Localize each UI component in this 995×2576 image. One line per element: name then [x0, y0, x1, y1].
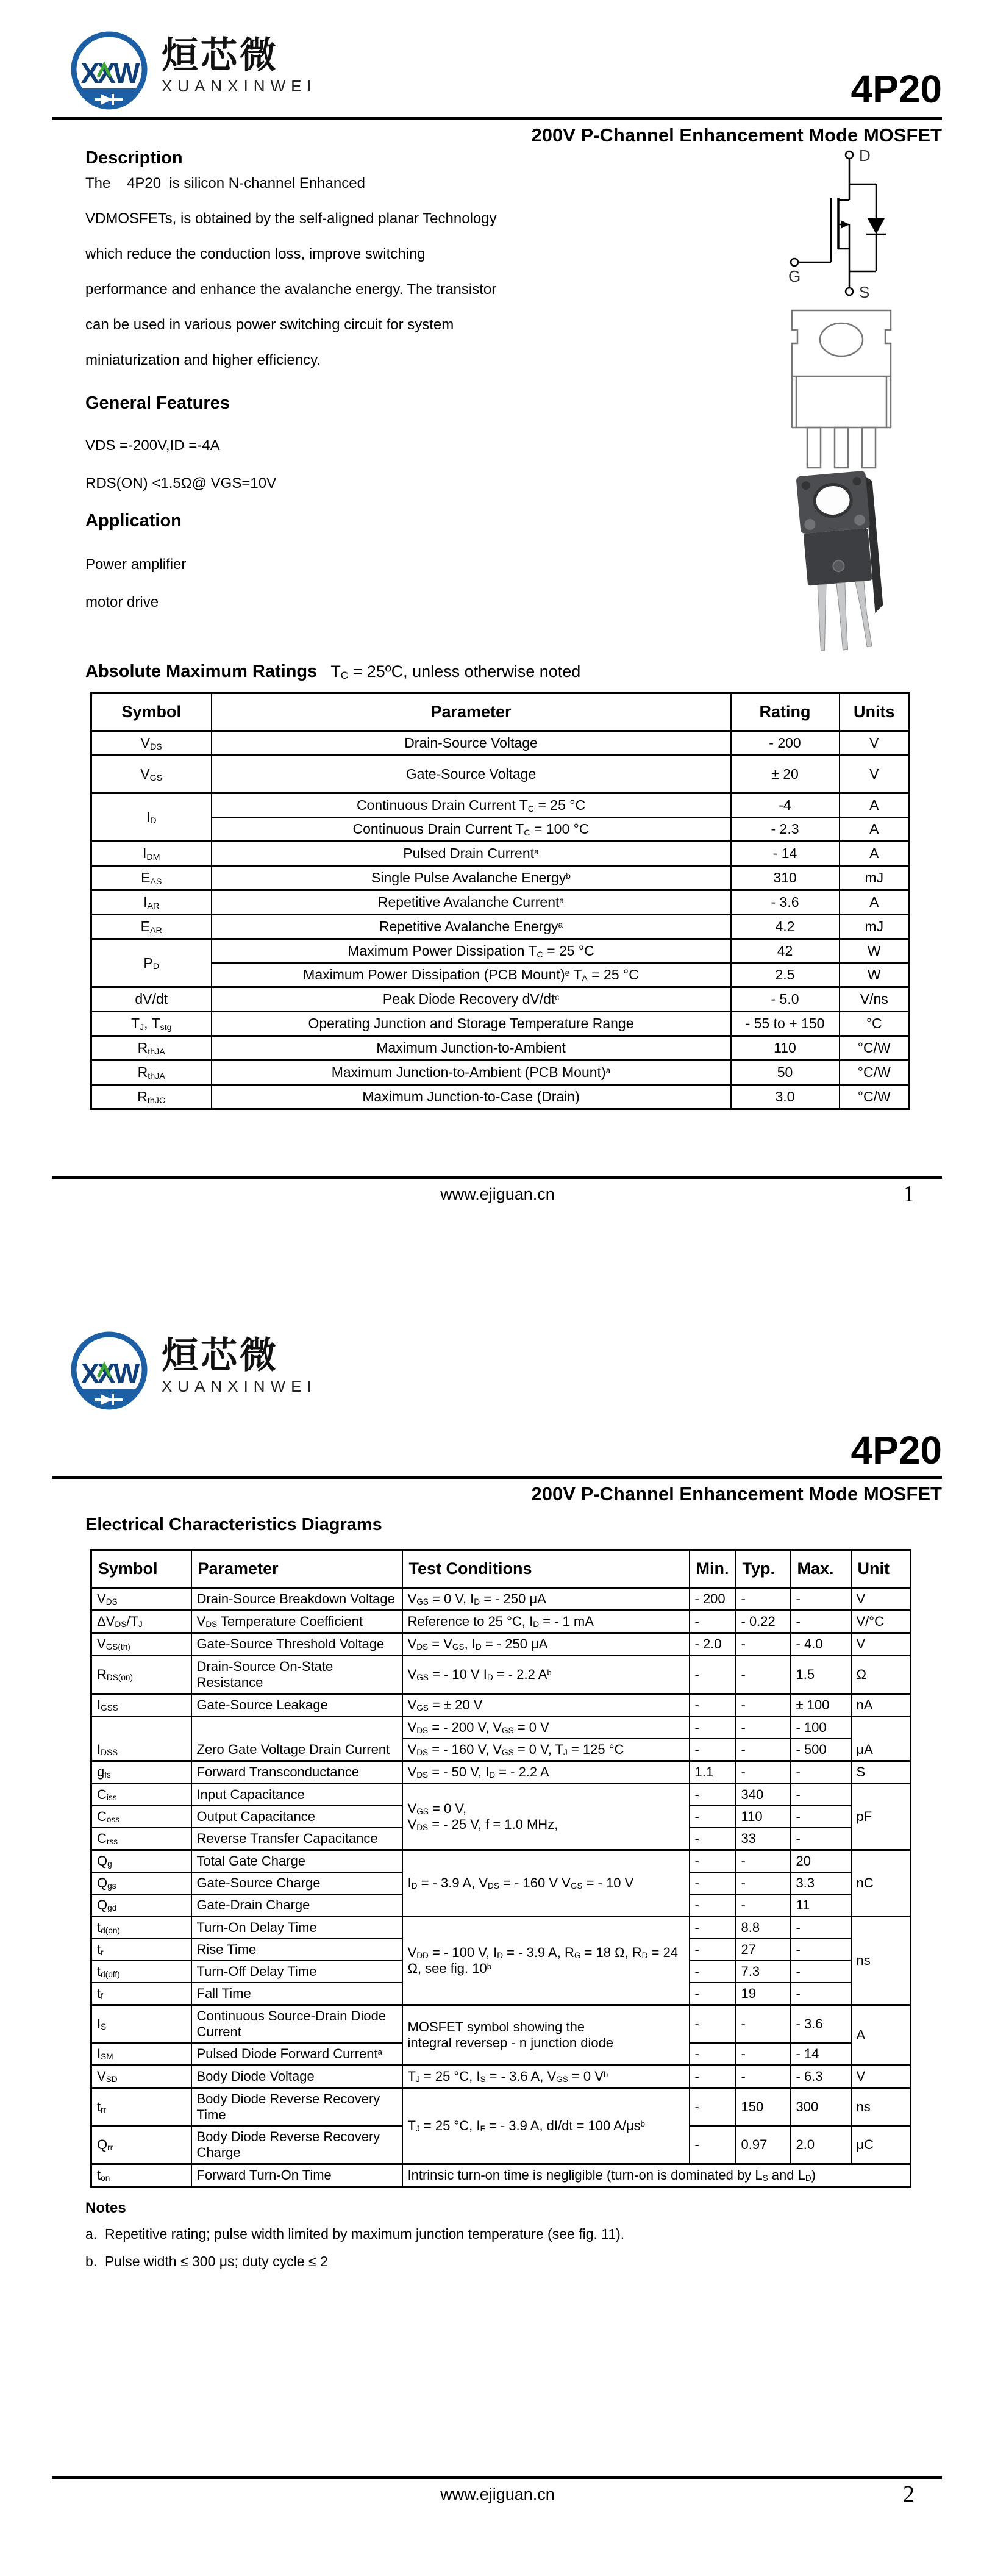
table-cell: -	[690, 2066, 736, 2088]
features-list	[85, 427, 276, 503]
table-cell: Fall Time	[191, 1983, 402, 2005]
table-cell: - 2.3	[731, 817, 840, 842]
table-cell: $V_{GS}$ = - 10 V $I_D$ = - 2.2 $A^b$	[402, 1656, 690, 1694]
channel-arrow	[841, 220, 849, 229]
table-cell: $C_{iss}$	[91, 1784, 191, 1806]
table-cell: Zero Gate Voltage Drain Current	[191, 1717, 402, 1761]
table-cell: μA	[851, 1717, 911, 1761]
table-cell: -	[791, 1784, 851, 1806]
column-header: Typ.	[736, 1550, 791, 1588]
table-cell: -	[690, 1806, 736, 1828]
electrical-characteristics-table	[90, 1549, 910, 2188]
table-cell: $Q_g$	[91, 1850, 191, 1873]
table-cell: Body Diode Reverse Recovery Charge	[191, 2126, 402, 2164]
table-cell: V/ns	[840, 987, 910, 1012]
table-cell: Rise Time	[191, 1939, 402, 1961]
table-cell: Repetitive Avalanche Current$^a$	[212, 890, 731, 915]
table-cell: $\Delta V_{DS}/T_J$	[91, 1611, 191, 1633]
table-cell: -	[690, 2043, 736, 2066]
table-cell: 2.0	[791, 2126, 851, 2164]
table-cell: 11	[791, 1894, 851, 1917]
table-cell: Forward Transconductance	[191, 1761, 402, 1784]
table-cell: pF	[851, 1784, 911, 1850]
notes-list	[85, 2220, 910, 2275]
table-cell: °C	[840, 1012, 910, 1036]
table-cell: -4	[731, 793, 840, 818]
table-cell: 310	[731, 866, 840, 890]
table-cell: - 14	[731, 842, 840, 866]
description-line: miniaturization and higher efficiency.	[85, 352, 321, 368]
column-header: Symbol	[91, 1550, 191, 1588]
table-cell: -	[690, 2005, 736, 2044]
table-cell: -	[690, 1656, 736, 1694]
gate-label: G	[788, 267, 801, 285]
footer-url: www.ejiguan.cn	[440, 1185, 555, 1203]
table-cell: Reference to 25 °C, $I_D$ = - 1 mA	[402, 1611, 690, 1633]
table-cell: -	[690, 1939, 736, 1961]
table-cell: -	[690, 2126, 736, 2164]
table-cell: $V_{DS}$ Temperature Coefficient	[191, 1611, 402, 1633]
table-cell: nA	[851, 1694, 911, 1717]
table-cell: $t_f$	[91, 1983, 191, 2005]
table-cell: Ω	[851, 1656, 911, 1694]
table-cell: $Q_{gd}$	[91, 1894, 191, 1917]
table-cell: Pulsed Drain Current$^a$	[212, 842, 731, 866]
table-cell: Body Diode Voltage	[191, 2066, 402, 2088]
table-cell: -	[690, 2088, 736, 2127]
amr-condition: $T_C$ = 25ºC, unless otherwise noted	[330, 662, 581, 681]
table-cell: Pulsed Diode Forward Current$^a$	[191, 2043, 402, 2066]
table-cell: -	[690, 1739, 736, 1761]
table-cell: $T_J = 25$ °C, $I_S$ = - 3.6 A, $V_{GS} = 0$ $V^b$	[402, 2066, 690, 2088]
table-cell: -	[791, 1961, 851, 1983]
package-outline-drawing	[783, 308, 899, 473]
description-title: Description	[85, 148, 183, 168]
table-cell: $t_{rr}$	[91, 2088, 191, 2127]
table-cell: $Q_{rr}$	[91, 2126, 191, 2164]
table-cell: $I_{DM}$	[91, 842, 212, 866]
table-cell: -	[736, 1894, 791, 1917]
table-cell: V	[840, 731, 910, 756]
table-cell: Maximum Junction-to-Ambient (PCB Mount)$^a$	[212, 1061, 731, 1085]
application-item: motor drive	[85, 594, 159, 610]
table-cell: -	[791, 1806, 851, 1828]
table-cell: ± 20	[731, 756, 840, 793]
table-cell: -	[690, 1828, 736, 1850]
application-title: Application	[85, 511, 182, 531]
table-cell: $V_{GS} = 0$ V, $V_{DS}$ = - 25 V, f = 1.0 MHz,	[402, 1784, 690, 1850]
table-cell: - 14	[791, 2043, 851, 2066]
description-line: which reduce the conduction loss, improve switching	[85, 246, 426, 262]
table-cell: -	[690, 1917, 736, 1939]
features-title: General Features	[85, 393, 230, 413]
table-cell: Single Pulse Avalanche Energy$^b$	[212, 866, 731, 890]
table-cell: -	[736, 1850, 791, 1873]
table-cell: $C_{rss}$	[91, 1828, 191, 1850]
page-subtitle: 200V P-Channel Enhancement Mode MOSFET	[531, 124, 942, 146]
data-table	[90, 1549, 911, 2188]
table-cell: μC	[851, 2126, 911, 2164]
feature-item: VDS =-200V,ID =-4A	[85, 437, 220, 454]
feature-item: RDS(ON) <1.5Ω@ VGS=10V	[85, 475, 277, 492]
column-header: Test Conditions	[402, 1550, 690, 1588]
table-cell: -	[690, 1717, 736, 1739]
brand-name-chinese: 烜芯微	[162, 1335, 279, 1376]
table-cell: -	[690, 1611, 736, 1633]
table-cell: -	[736, 1761, 791, 1784]
table-cell: 150	[736, 2088, 791, 2127]
table-cell: -	[736, 2043, 791, 2066]
gate-terminal	[791, 259, 798, 266]
table-cell: Output Capacitance	[191, 1806, 402, 1828]
table-cell: $t_{on}$	[91, 2164, 191, 2187]
table-cell: - 55 to + 150	[731, 1012, 840, 1036]
table-cell: 110	[736, 1806, 791, 1828]
table-cell: ns	[851, 1917, 911, 2005]
table-cell: Continuous Drain Current $T_C = 25$ °C	[212, 793, 731, 818]
source-label: S	[859, 283, 870, 299]
table-cell: V	[851, 1633, 911, 1656]
table-cell: $V_{GS(th)}$	[91, 1633, 191, 1656]
table-cell: Gate-Source Charge	[191, 1872, 402, 1894]
mosfet-symbol-diagram	[777, 146, 899, 299]
part-number: 4P20	[851, 67, 942, 111]
table-cell: $R_{thJA}$	[91, 1061, 212, 1085]
table-cell: $I_{SM}$	[91, 2043, 191, 2066]
table-cell: $g_{fs}$	[91, 1761, 191, 1784]
table-cell: Intrinsic turn-on time is negligible (turn-on is dominated by $L_S$ and $L_D$)	[402, 2164, 911, 2187]
header-rule	[52, 1476, 942, 1479]
table-cell: -	[690, 1983, 736, 2005]
table-cell: Maximum Power Dissipation $T_C = 25$ °C	[212, 939, 731, 964]
table-cell: V	[851, 2066, 911, 2088]
page-subtitle: 200V P-Channel Enhancement Mode MOSFET	[531, 1483, 942, 1504]
column-header: Parameter	[212, 693, 731, 731]
table-cell: - 200	[690, 1588, 736, 1611]
table-cell: -	[736, 1872, 791, 1894]
table-cell: 3.0	[731, 1085, 840, 1109]
column-header: Min.	[690, 1550, 736, 1588]
table-cell: Continuous Source-Drain Diode Current	[191, 2005, 402, 2044]
table-cell: $E_{AS}$	[91, 866, 212, 890]
table-cell: Maximum Junction-to-Case (Drain)	[212, 1085, 731, 1109]
table-cell: -	[791, 1939, 851, 1961]
table-cell: W	[840, 939, 910, 964]
table-cell: -	[736, 2066, 791, 2088]
table-cell: 340	[736, 1784, 791, 1806]
svg-text:XXW: XXW	[80, 57, 138, 89]
table-cell: Maximum Power Dissipation (PCB Mount)$^e$ $T_A = 25$ °C	[212, 963, 731, 987]
table-cell: $V_{DD}$ = - 100 V, $I_D$ = - 3.9 A, $R_G = 18$ Ω, $R_D = 24$ Ω, see fig. 10$^b$	[402, 1917, 690, 2005]
table-cell: A	[840, 817, 910, 842]
brand-logo-icon	[64, 26, 155, 117]
table-cell: $V_{DS}$ = - 160 V, $V_{GS} = 0$ V, $T_J = 125$ °C	[402, 1739, 690, 1761]
table-cell: Body Diode Reverse Recovery Time	[191, 2088, 402, 2127]
table-cell: $t_{d(off)}$	[91, 1961, 191, 1983]
table-cell: 110	[731, 1036, 840, 1061]
body-diode-icon	[868, 218, 885, 234]
table-cell: 7.3	[736, 1961, 791, 1983]
table-cell: $I_{GSS}$	[91, 1694, 191, 1717]
table-cell: Reverse Transfer Capacitance	[191, 1828, 402, 1850]
source-terminal	[846, 288, 853, 295]
table-cell: mJ	[840, 915, 910, 939]
table-cell: 33	[736, 1828, 791, 1850]
table-cell: - 100	[791, 1717, 851, 1739]
notes-title: Notes	[85, 2200, 126, 2216]
note-item: a. Repetitive rating; pulse width limited by maximum junction temperature (see fig. 11).	[85, 2226, 625, 2242]
table-cell: -	[736, 1633, 791, 1656]
table-cell: °C/W	[840, 1085, 910, 1109]
table-cell: -	[791, 1588, 851, 1611]
footer-url: www.ejiguan.cn	[440, 2485, 555, 2503]
description-line: VDMOSFETs, is obtained by the self-aligned planar Technology	[85, 210, 497, 227]
table-cell: V	[851, 1588, 911, 1611]
table-cell: Operating Junction and Storage Temperature Range	[212, 1012, 731, 1036]
table-cell: - 200	[731, 731, 840, 756]
table-cell: $t_r$	[91, 1939, 191, 1961]
table-cell: $I_{AR}$	[91, 890, 212, 915]
table-cell: S	[851, 1761, 911, 1784]
table-cell: - 0.22	[736, 1611, 791, 1633]
table-cell: Gate-Drain Charge	[191, 1894, 402, 1917]
table-cell: 1.1	[690, 1761, 736, 1784]
table-cell: 19	[736, 1983, 791, 2005]
table-cell: -	[791, 1761, 851, 1784]
table-cell: $V_{GS}$ = ± 20 V	[402, 1694, 690, 1717]
ec-content	[85, 1549, 910, 2275]
table-cell: Input Capacitance	[191, 1784, 402, 1806]
table-cell: -	[736, 1694, 791, 1717]
table-cell: Gate-Source Voltage	[212, 756, 731, 793]
package-photo	[790, 468, 887, 651]
description-line: The 4P20 is silicon N-channel Enhanced	[85, 175, 365, 191]
table-cell: 1.5	[791, 1656, 851, 1694]
table-cell: -	[690, 1850, 736, 1873]
table-cell: $V_{GS}$	[91, 756, 212, 793]
table-cell: MOSFET symbol showing the integral reversep - n junction diode	[402, 2005, 690, 2066]
table-cell: -	[791, 1828, 851, 1850]
page-number: 2	[903, 2481, 915, 2507]
absolute-maximum-ratings-table	[90, 692, 908, 1110]
table-cell: nC	[851, 1850, 911, 1917]
ec-section-title: Electrical Characteristics Diagrams	[85, 1515, 382, 1534]
data-table	[90, 692, 910, 1110]
table-cell: -	[736, 2005, 791, 2044]
column-header: Units	[840, 693, 910, 731]
table-cell: $V_{SD}$	[91, 2066, 191, 2088]
note-item: b. Pulse width ≤ 300 μs; duty cycle ≤ 2	[85, 2253, 328, 2269]
page-2	[0, 1288, 995, 2576]
table-cell: -	[690, 1694, 736, 1717]
header-rule	[52, 117, 942, 120]
table-cell: -	[690, 1872, 736, 1894]
table-cell: 27	[736, 1939, 791, 1961]
table-cell: $E_{AR}$	[91, 915, 212, 939]
table-cell: - 2.0	[690, 1633, 736, 1656]
table-cell: $t_{d(on)}$	[91, 1917, 191, 1939]
table-cell: mJ	[840, 866, 910, 890]
footer-rule	[52, 1176, 942, 1179]
amr-title: Absolute Maximum Ratings	[85, 662, 318, 681]
table-cell: - 3.6	[731, 890, 840, 915]
table-cell: 4.2	[731, 915, 840, 939]
table-cell: $C_{oss}$	[91, 1806, 191, 1828]
table-cell: -	[791, 1983, 851, 2005]
column-header: Symbol	[91, 693, 212, 731]
table-cell: 8.8	[736, 1917, 791, 1939]
table-cell: -	[736, 1588, 791, 1611]
table-cell: Repetitive Avalanche Energy$^a$	[212, 915, 731, 939]
table-cell: 50	[731, 1061, 840, 1085]
table-cell: Drain-Source Voltage	[212, 731, 731, 756]
brand-logo	[64, 1326, 317, 1417]
table-cell: $R_{thJA}$	[91, 1036, 212, 1061]
table-cell: Peak Diode Recovery $dV/dt^c$	[212, 987, 731, 1012]
table-cell: Total Gate Charge	[191, 1850, 402, 1873]
table-cell: - 500	[791, 1739, 851, 1761]
table-cell: ± 100	[791, 1694, 851, 1717]
table-cell: - 6.3	[791, 2066, 851, 2088]
table-cell: -	[690, 1784, 736, 1806]
table-cell: Maximum Junction-to-Ambient	[212, 1036, 731, 1061]
table-cell: $I_D$ = - 3.9 A, $V_{DS}$ = - 160 V $V_{GS}$ = - 10 V	[402, 1850, 690, 1917]
drain-label: D	[859, 146, 871, 165]
table-cell: -	[736, 1739, 791, 1761]
table-cell: Drain-Source On-State Resistance	[191, 1656, 402, 1694]
application-list	[85, 546, 186, 621]
table-cell: $P_D$	[91, 939, 212, 987]
table-cell: - 3.6	[791, 2005, 851, 2044]
table-cell: °C/W	[840, 1036, 910, 1061]
table-cell: -	[690, 1961, 736, 1983]
table-cell: $V_{DS}$ = - 200 V, $V_{GS} = 0$ V	[402, 1717, 690, 1739]
column-header: Parameter	[191, 1550, 402, 1588]
table-cell: A	[840, 890, 910, 915]
table-cell: $V_{DS}$ = - 50 V, $I_D$ = - 2.2 A	[402, 1761, 690, 1784]
table-cell: $V_{DS}$	[91, 731, 212, 756]
brand-logo-icon	[64, 1326, 155, 1417]
table-cell: $V_{DS}$	[91, 1588, 191, 1611]
table-cell: 3.3	[791, 1872, 851, 1894]
table-cell: $R_{DS(on)}$	[91, 1656, 191, 1694]
table-cell: A	[851, 2005, 911, 2066]
svg-text:XXW: XXW	[80, 1358, 138, 1389]
table-cell: V/°C	[851, 1611, 911, 1633]
table-cell: Continuous Drain Current $T_C = 100$ °C	[212, 817, 731, 842]
table-cell: -	[736, 1717, 791, 1739]
table-cell: $I_S$	[91, 2005, 191, 2044]
table-cell: $I_{DSS}$	[91, 1717, 191, 1761]
table-cell: Forward Turn-On Time	[191, 2164, 402, 2187]
description-line: can be used in various power switching circuit for system	[85, 317, 454, 333]
table-cell: Turn-Off Delay Time	[191, 1961, 402, 1983]
amr-section-heading	[85, 662, 580, 682]
table-cell: Drain-Source Breakdown Voltage	[191, 1588, 402, 1611]
table-cell: dV/dt	[91, 987, 212, 1012]
column-header: Max.	[791, 1550, 851, 1588]
table-cell: $T_J$, $T_{stg}$	[91, 1012, 212, 1036]
table-cell: $T_J = 25$ °C, $I_F$ = - 3.9 A, dI/dt = 100 $A/\mu s^b$	[402, 2088, 690, 2164]
table-cell: V	[840, 756, 910, 793]
table-cell: °C/W	[840, 1061, 910, 1085]
table-cell: 300	[791, 2088, 851, 2127]
table-cell: $V_{DS} = V_{GS}$, $I_D$ = - 250 μA	[402, 1633, 690, 1656]
table-cell: A	[840, 842, 910, 866]
drain-terminal	[846, 151, 853, 159]
brand-name-english: XUANXINWEI	[162, 1377, 317, 1395]
table-cell: 20	[791, 1850, 851, 1873]
application-item: Power amplifier	[85, 556, 187, 573]
table-cell: $V_{GS} = 0$ V, $I_D$ = - 250 μA	[402, 1588, 690, 1611]
table-cell: 0.97	[736, 2126, 791, 2164]
notes-section	[85, 2196, 910, 2275]
table-cell: Gate-Source Leakage	[191, 1694, 402, 1717]
description-paragraph	[85, 166, 497, 378]
table-cell: Turn-On Delay Time	[191, 1917, 402, 1939]
table-cell: A	[840, 793, 910, 818]
table-cell: -	[791, 1611, 851, 1633]
table-cell: $R_{thJC}$	[91, 1085, 212, 1109]
table-cell: 42	[731, 939, 840, 964]
part-number: 4P20	[851, 1428, 942, 1472]
column-header: Unit	[851, 1550, 911, 1588]
brand-name-english: XUANXINWEI	[162, 77, 317, 95]
brand-name-chinese: 烜芯微	[162, 35, 279, 76]
description-line: performance and enhance the avalanche energy. The transistor	[85, 281, 497, 298]
table-cell: - 4.0	[791, 1633, 851, 1656]
table-cell: - 5.0	[731, 987, 840, 1012]
table-cell: 2.5	[731, 963, 840, 987]
table-cell: Gate-Source Threshold Voltage	[191, 1633, 402, 1656]
footer-rule	[52, 2476, 942, 2479]
table-cell: -	[690, 1894, 736, 1917]
table-cell: ns	[851, 2088, 911, 2127]
table-cell: $I_D$	[91, 793, 212, 842]
page-number: 1	[903, 1181, 915, 1207]
table-cell: $Q_{gs}$	[91, 1872, 191, 1894]
table-cell: -	[736, 1656, 791, 1694]
table-cell: -	[791, 1917, 851, 1939]
brand-logo	[64, 26, 317, 117]
column-header: Rating	[731, 693, 840, 731]
table-cell: W	[840, 963, 910, 987]
